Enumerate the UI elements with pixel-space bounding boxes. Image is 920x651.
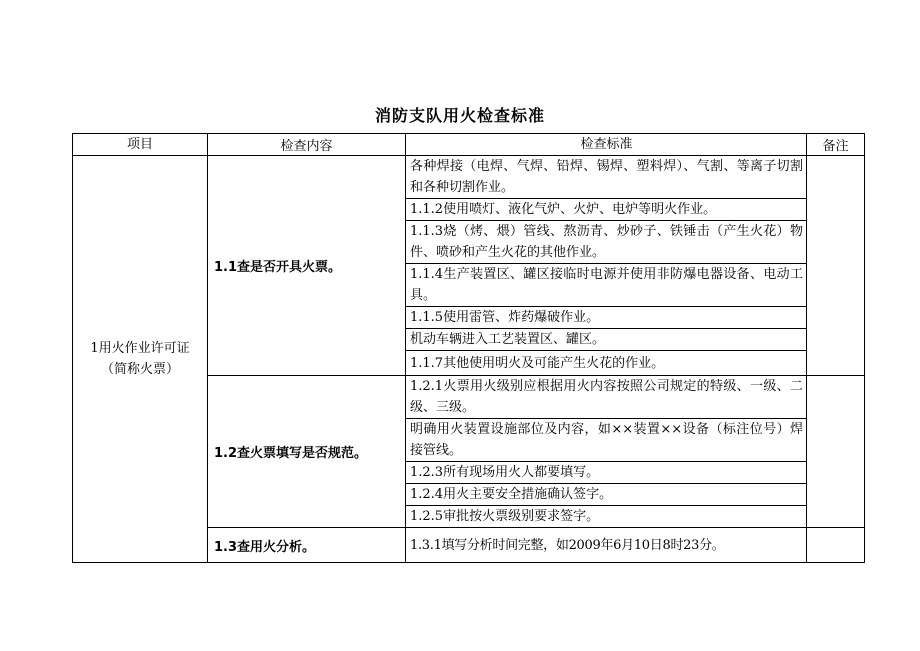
inspection-standard-table [72,133,865,563]
content-cell-1-2: 1.2查火票填写是否规范。 [208,376,406,528]
standard-cell: 各种焊接（电焊、气焊、铅焊、锡焊、塑料焊）、气割、等离子切割和各种切割作业。 [406,156,807,199]
standard-cell: 1.1.7其他使用明火及可能产生火花的作业。 [406,351,807,376]
content-cell-1-3: 1.3查用火分析。 [208,528,406,563]
table-header-row [73,134,865,156]
item-cell [73,156,208,563]
item-line-2: （简称火票） [100,362,179,377]
standard-cell: 1.2.5审批按火票级别要求签字。 [406,506,807,528]
header-note: 备注 [807,134,865,156]
header-item: 项目 [73,134,208,156]
standard-cell: 1.1.3烧（烤、煨）管线、熬沥青、炒砂子、铁锤击（产生火花）物件、喷砂和产生火花的其他作业。 [406,221,807,264]
content-cell-1-1: 1.1查是否开具火票。 [208,156,406,376]
note-cell [807,376,865,528]
standard-cell: 1.2.4用火主要安全措施确认签字。 [406,484,807,506]
standard-cell: 1.3.1填写分析时间完整，如2009年6月10日8时23分。 [406,528,807,563]
standard-cell: 明确用火装置设施部位及内容，如××装置××设备（标注位号）焊接管线。 [406,419,807,462]
standard-cell: 1.2.3所有现场用火人都要填写。 [406,462,807,484]
note-cell [807,156,865,376]
item-line-1: 1用火作业许可证 [90,341,190,356]
standard-cell: 1.1.2使用喷灯、液化气炉、火炉、电炉等明火作业。 [406,199,807,221]
standard-cell: 1.1.4生产装置区、罐区接临时电源并使用非防爆电器设备、电动工具。 [406,264,807,307]
standard-cell: 1.1.5使用雷管、炸药爆破作业。 [406,307,807,329]
header-content: 检查内容 [208,134,406,156]
header-standard: 检查标准 [406,134,807,156]
note-cell [807,528,865,563]
table-row [73,156,865,199]
standard-cell: 机动车辆进入工艺装置区、罐区。 [406,329,807,351]
document-title: 消防支队用火检查标准 [374,106,545,125]
standard-cell: 1.2.1火票用火级别应根据用火内容按照公司规定的特级、一级、二级、三级。 [406,376,807,419]
